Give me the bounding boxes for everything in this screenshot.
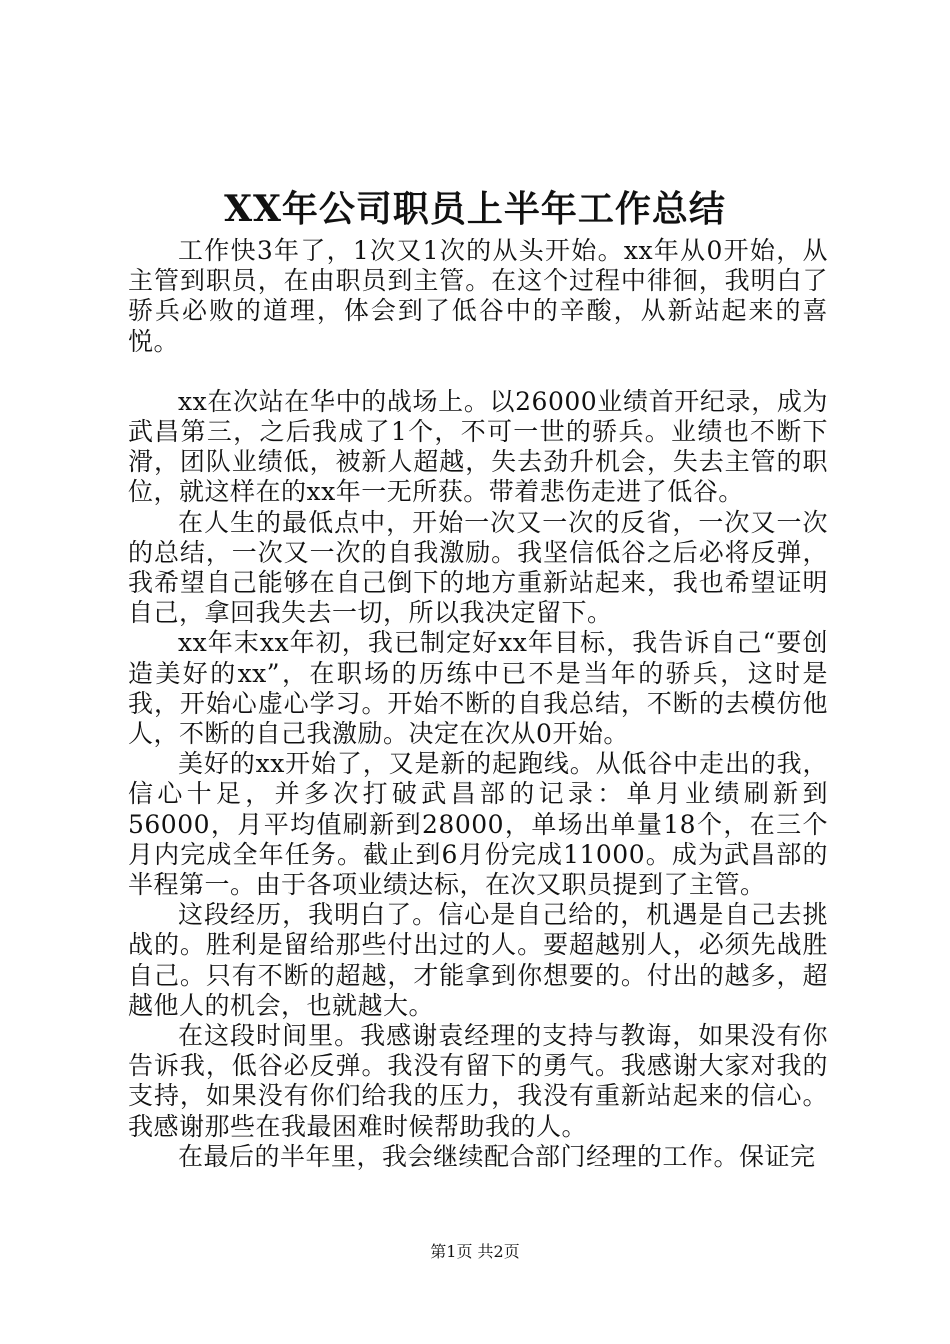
paragraph: xx在次站在华中的战场上。以26000业绩首开纪录，成为武昌第三，之后我成了1个，不可一世的骄兵。业绩也不断下滑，团队业绩低，被新人超越，失去劲升机会，失去主管的职位，就这样在的xx年一无所获。带着悲伤走进了低谷。 — [128, 386, 828, 507]
paragraph: 美好的xx开始了，又是新的起跑线。从低谷中走出的我，信心十足，并多次打破武昌部的记录：单月业绩刷新到56000，月平均值刷新到28000，单场出单量18个，在三个月内完成全年任务。截止到6月份完成11000。成为武昌部的半程第一。由于各项业绩达标，在次又职员提到了主管。 — [128, 749, 828, 900]
paragraph: 在这段时间里。我感谢袁经理的支持与教诲，如果没有你告诉我，低谷必反弹。我没有留下的勇气。我感谢大家对我的支持，如果没有你们给我的压力，我没有重新站起来的信心。我感谢那些在我最困难时候帮助我的人。 — [128, 1021, 828, 1141]
paragraph: 这段经历，我明白了。信心是自己给的，机遇是自己去挑战的。胜利是留给那些付出过的人。要超越别人，必须先战胜自己。只有不断的超越，才能拿到你想要的。付出的越多，超越他人的机会，也就越大。 — [128, 900, 828, 1020]
paragraph: 在最后的半年里，我会继续配合部门经理的工作。保证完 — [178, 1141, 816, 1171]
page-number-footer: 第1页 共2页 — [430, 1242, 520, 1261]
document-title: XX年公司职员上半年工作总结 — [224, 188, 726, 230]
document-body — [128, 236, 828, 1172]
paragraph: 在人生的最低点中，开始一次又一次的反省，一次又一次的总结，一次又一次的自我激励。我坚信低谷之后必将反弹，我希望自己能够在自己倒下的地方重新站起来，我也希望证明自己，拿回我失去一切，所以我决定留下。 — [128, 507, 828, 628]
paragraph: 工作快3年了，1次又1次的从头开始。xx年从0开始，从主管到职员，在由职员到主管。在这个过程中徘徊，我明白了骄兵必败的道理，体会到了低谷中的辛酸，从新站起来的喜悦。 — [128, 236, 828, 356]
paragraph: xx年末xx年初，我已制定好xx年目标，我告诉自己“要创造美好的xx”，在职场的历练中已不是当年的骄兵，这时是我，开始心虚心学习。开始不断的自我总结，不断的去模仿他人，不断的自己我激励。决定在次从0开始。 — [128, 628, 828, 749]
